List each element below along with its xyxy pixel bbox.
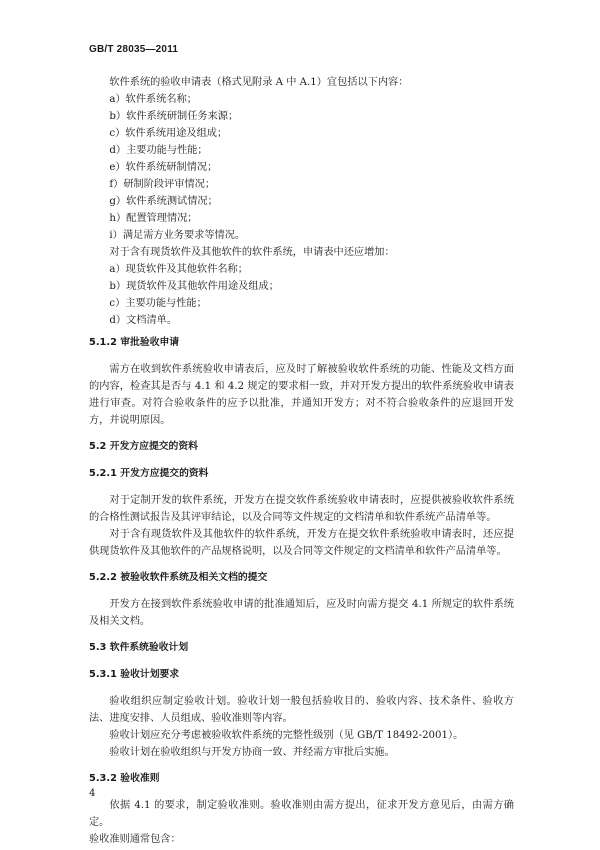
heading-5-2-1: 5.2.1 开发方应提交的资料 xyxy=(89,468,209,479)
standard-number: GB/T 28035—2011 xyxy=(89,44,179,55)
heading-5-2: 5.2 开发方应提交的资料 xyxy=(89,441,198,452)
paragraph-5-3-2-a: 依据 4.1 的要求，制定验收准则。验收准则由需方提出，征求开发方意见后，由需方确定。 xyxy=(89,800,514,828)
paragraph-5-3-1-a: 验收组织应制定验收计划。验收计划一般包括验收目的、验收内容、技术条件、验收方法、进度安排、人员组成、验收准则等内容。 xyxy=(89,696,514,724)
list-item: d）文档清单。 xyxy=(109,315,178,326)
extra-intro-line: 对于含有现货软件及其他软件的软件系统，申请表中还应增加： xyxy=(109,247,395,258)
list-item: a）软件系统名称； xyxy=(109,94,197,105)
paragraph-5-3-1-b: 验收计划应充分考虑被验收软件系统的完整性级别（见 GB/T 18492-2001）。 xyxy=(109,730,464,741)
list-item: e）软件系统研制情况； xyxy=(109,162,218,173)
list-item: g）软件系统测试情况； xyxy=(109,196,218,207)
list-item: h）配置管理情况； xyxy=(109,213,198,224)
paragraph-5-2-2: 开发方在接到软件系统验收申请的批准通知后，应及时向需方提交 4.1 所规定的软件系统及相关文档。 xyxy=(89,599,514,627)
application-items-list xyxy=(89,91,514,244)
paragraph-5-3-2-b: 验收准则通常包含： xyxy=(89,834,181,845)
list-item: c）主要功能与性能； xyxy=(109,298,207,309)
document-body xyxy=(89,74,514,848)
list-item: b）现货软件及其他软件用途及组成； xyxy=(109,281,279,292)
paragraph-5-1-2: 需方在收到软件系统验收申请表后，应及时了解被验收软件系统的功能、性能及文档方面的内容，检查其是否与 4.1 和 4.2 规定的要求相一致，并对开发方提出的软件系统验收申请表进行审查。对符合验收条件的应予以批准，并通知开发方；对不符合验收条件的应退回开发方，并说明原因。 xyxy=(89,364,514,426)
list-item: f）研制阶段评审情况； xyxy=(109,179,216,190)
intro-line: 软件系统的验收申请表（格式见附录 A 中 A.1）宜包括以下内容： xyxy=(109,77,409,88)
paragraph-5-2-1-a: 对于定制开发的软件系统，开发方在提交软件系统验收申请表时，应提供被验收软件系统的合格性测试报告及其评审结论，以及合同等文件规定的文档清单和软件系统产品清单等。 xyxy=(89,495,514,523)
heading-5-3-2: 5.3.2 验收准则 xyxy=(89,773,160,784)
list-item: a）现货软件及其他软件名称； xyxy=(109,264,248,275)
paragraph-5-3-1-c: 验收计划在验收组织与开发方协商一致、并经需方审批后实施。 xyxy=(109,747,395,758)
heading-5-3-1: 5.3.1 验收计划要求 xyxy=(89,669,180,680)
paragraph-5-2-1-b: 对于含有现货软件及其他软件的软件系统，开发方在提交软件系统验收申请表时，还应提供现货软件及其他软件的产品规格说明，以及合同等文件规定的文档清单和软件产品清单等。 xyxy=(89,529,514,557)
list-item: d）主要功能与性能； xyxy=(109,145,208,156)
heading-5-1-2: 5.1.2 审批验收申请 xyxy=(89,337,180,348)
extra-items-list xyxy=(89,261,514,329)
heading-5-3: 5.3 软件系统验收计划 xyxy=(89,642,189,653)
list-item: b）软件系统研制任务来源； xyxy=(109,111,239,122)
heading-5-2-2: 5.2.2 被验收软件系统及相关文档的提交 xyxy=(89,572,268,583)
page-number: 4 xyxy=(89,788,96,799)
list-item: c）软件系统用途及组成； xyxy=(109,128,228,139)
list-item: i）满足需方业务要求等情况。 xyxy=(109,230,246,241)
